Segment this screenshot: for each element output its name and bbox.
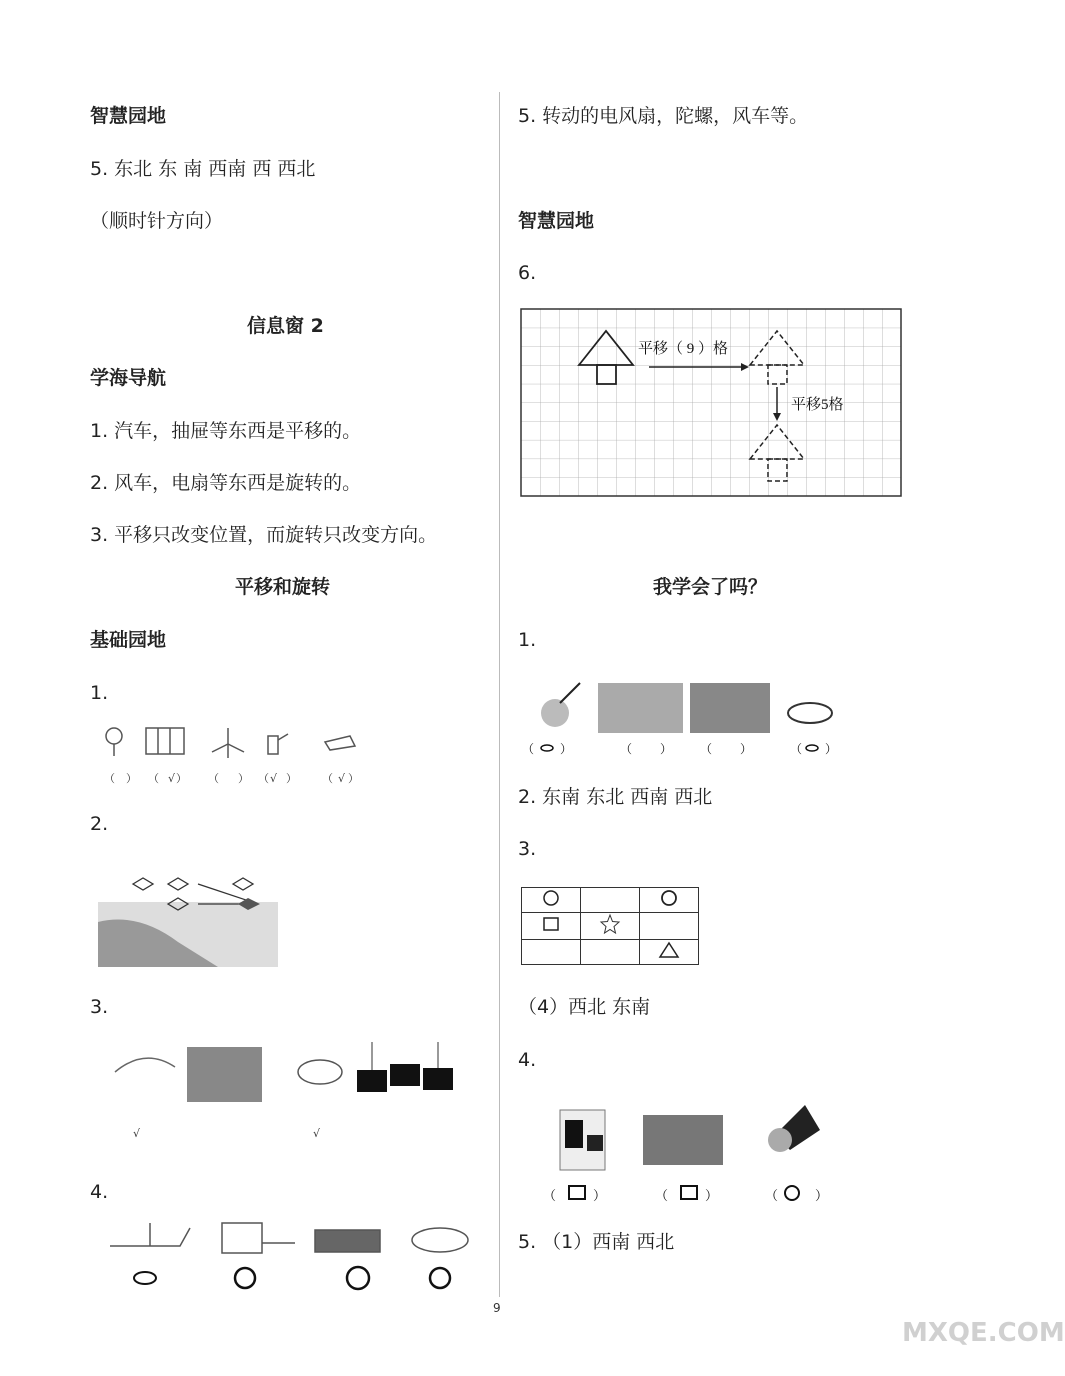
heading-woxue: 我学会了吗？ xyxy=(653,576,768,598)
objects-circles-row xyxy=(100,1218,480,1296)
number-1-left: 1. xyxy=(90,682,109,704)
svg-text:（: （ xyxy=(104,772,115,785)
line-2: 2. 风车，电扇等东西是旋转的。 xyxy=(90,472,362,494)
grid-label-horizontal: 平移（ 9 ）格 xyxy=(638,341,729,357)
svg-text:（: （ xyxy=(790,742,803,756)
svg-text:（: （ xyxy=(148,772,159,785)
grid-cell xyxy=(640,888,699,913)
number-1-right: 1. xyxy=(518,629,537,651)
svg-text:（: （ xyxy=(543,1189,557,1204)
svg-text:）: ） xyxy=(348,772,359,785)
svg-text:（: （ xyxy=(208,772,219,785)
answer-5b-right: 5. （1）西南 西北 xyxy=(518,1231,675,1253)
svg-text:）: ） xyxy=(238,772,249,785)
line-3: 3. 平移只改变位置，而旋转只改变方向。 xyxy=(90,524,438,546)
svg-text:（: （ xyxy=(258,772,269,785)
number-4-left: 4. xyxy=(90,1181,109,1203)
page-number: 9 xyxy=(493,1301,501,1315)
grid-cell xyxy=(581,888,640,913)
grid-label-vertical: 平移5格 xyxy=(791,397,844,413)
skating-pictures xyxy=(520,678,840,758)
number-3-right: 3. xyxy=(518,838,537,860)
svg-text:）: ） xyxy=(660,742,673,756)
shape-grid-table xyxy=(521,887,699,965)
kites-picture xyxy=(98,862,278,967)
translation-grid xyxy=(521,309,901,496)
answer-5-left: 5. 东北 东 南 西南 西 西北 xyxy=(90,158,316,180)
svg-text:）: ） xyxy=(286,772,297,785)
heading-zhihui-right: 智慧园地 xyxy=(518,210,595,232)
heading-jichu: 基础园地 xyxy=(90,629,167,651)
number-3-left: 3. xyxy=(90,996,109,1018)
check-mark: √ xyxy=(133,1127,141,1140)
check-mark: √ xyxy=(270,772,278,785)
svg-text:（: （ xyxy=(700,742,713,756)
line-1: 1. 汽车，抽屉等东西是平移的。 xyxy=(90,420,362,442)
answer-5-note: （顺时针方向） xyxy=(90,210,224,232)
svg-text:）: ） xyxy=(815,1189,829,1204)
watermark: MXQE.COM xyxy=(902,1318,1065,1348)
number-6: 6. xyxy=(518,262,537,284)
svg-text:）: ） xyxy=(560,742,573,756)
number-2-left: 2. xyxy=(90,813,109,835)
svg-text:）: ） xyxy=(740,742,753,756)
grid-cell xyxy=(640,940,699,965)
svg-text:（: （ xyxy=(620,742,633,756)
answer-2-right: 2. 东南 东北 西南 西北 xyxy=(518,786,713,808)
objects-picture-row-3 xyxy=(95,1042,465,1152)
objects-squares-row xyxy=(515,1090,835,1210)
svg-text:）: ） xyxy=(825,742,838,756)
grid-cell xyxy=(640,913,699,940)
check-mark: √ xyxy=(168,772,176,785)
heading-xuehai: 学海导航 xyxy=(90,367,167,389)
answer-3-right: （4）西北 东南 xyxy=(518,996,651,1018)
number-4-right: 4. xyxy=(518,1049,537,1071)
grid-cell xyxy=(522,940,581,965)
svg-text:（: （ xyxy=(322,772,333,785)
heading-pingyi: 平移和旋转 xyxy=(235,576,331,598)
check-mark: √ xyxy=(313,1127,321,1140)
svg-text:（: （ xyxy=(655,1189,669,1204)
heading-zhihui-left: 智慧园地 xyxy=(90,105,167,127)
svg-text:（: （ xyxy=(522,742,535,756)
svg-text:）: ） xyxy=(705,1189,719,1204)
grid-cell xyxy=(581,913,640,940)
column-divider xyxy=(499,92,500,1297)
answer-5-right: 5. 转动的电风扇，陀螺，风车等。 xyxy=(518,105,809,127)
objects-picture-row xyxy=(100,716,365,791)
svg-text:）: ） xyxy=(176,772,187,785)
grid-cell xyxy=(522,888,581,913)
grid-cell xyxy=(581,940,640,965)
svg-text:）: ） xyxy=(593,1189,607,1204)
svg-text:）: ） xyxy=(126,772,137,785)
svg-text:（: （ xyxy=(765,1189,779,1204)
grid-cell xyxy=(522,913,581,940)
heading-xinxi: 信息窗 2 xyxy=(247,315,324,337)
check-mark: √ xyxy=(338,772,346,785)
